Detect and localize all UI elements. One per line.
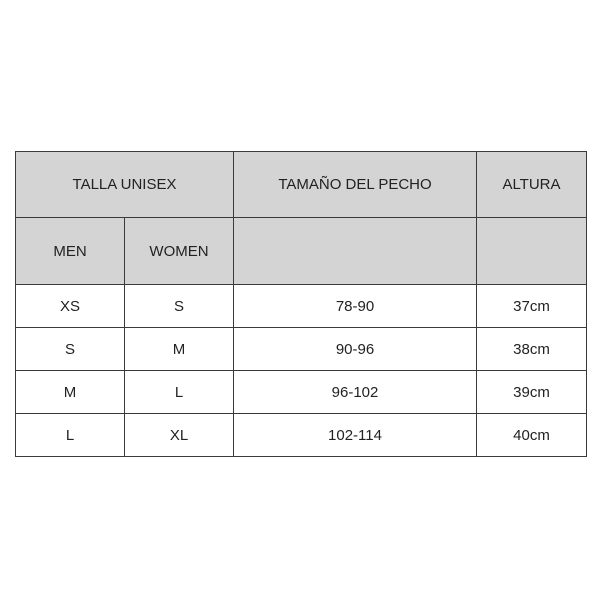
- cell-women: L: [125, 371, 234, 414]
- size-chart-table: [15, 151, 587, 457]
- cell-men: XS: [16, 285, 125, 328]
- header-men: MEN: [16, 218, 125, 285]
- cell-pecho: 90-96: [234, 328, 477, 371]
- cell-men: S: [16, 328, 125, 371]
- table-row: [16, 414, 587, 457]
- header-empty-pecho: [234, 218, 477, 285]
- subheader-row: [16, 218, 587, 285]
- table-row: [16, 285, 587, 328]
- header-women: WOMEN: [125, 218, 234, 285]
- header-altura: ALTURA: [477, 152, 587, 218]
- cell-women: S: [125, 285, 234, 328]
- table-row: [16, 371, 587, 414]
- cell-altura: 37cm: [477, 285, 587, 328]
- header-row: [16, 152, 587, 218]
- cell-men: M: [16, 371, 125, 414]
- cell-pecho: 78-90: [234, 285, 477, 328]
- cell-men: L: [16, 414, 125, 457]
- cell-women: XL: [125, 414, 234, 457]
- cell-altura: 39cm: [477, 371, 587, 414]
- header-empty-altura: [477, 218, 587, 285]
- cell-women: M: [125, 328, 234, 371]
- table-row: [16, 328, 587, 371]
- cell-altura: 38cm: [477, 328, 587, 371]
- cell-altura: 40cm: [477, 414, 587, 457]
- header-tamano-pecho: TAMAÑO DEL PECHO: [234, 152, 477, 218]
- header-talla-unisex: TALLA UNISEX: [16, 152, 234, 218]
- cell-pecho: 96-102: [234, 371, 477, 414]
- cell-pecho: 102-114: [234, 414, 477, 457]
